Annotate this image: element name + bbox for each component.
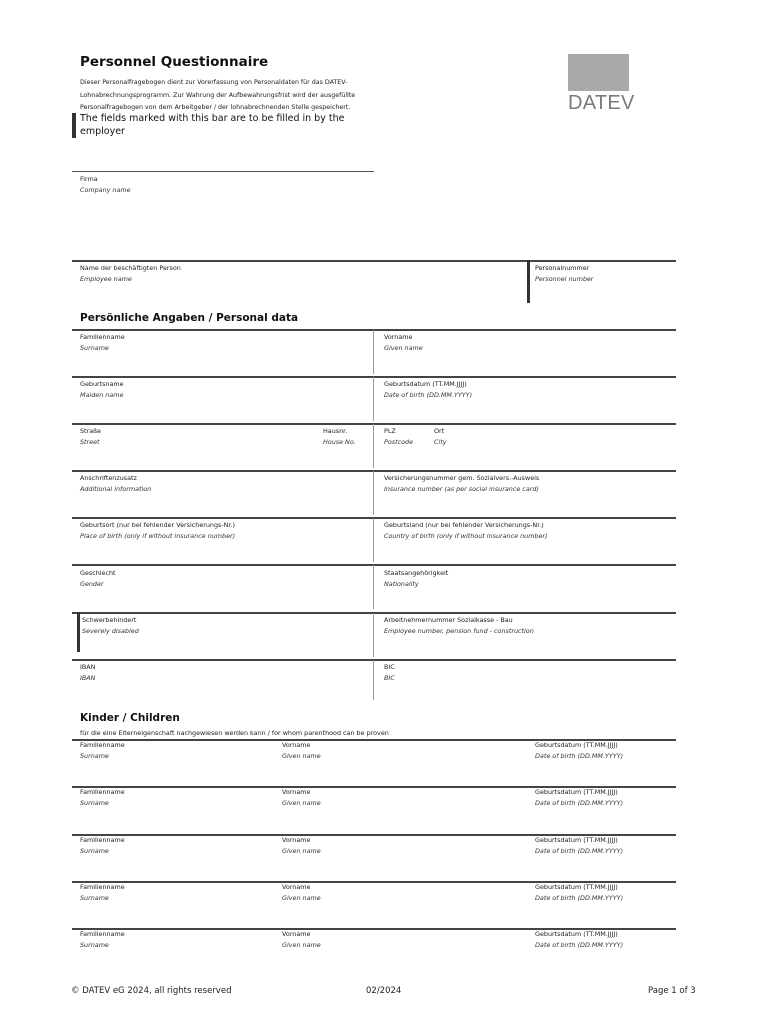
additional-info-label: Anschriftenzusatz <box>80 474 137 482</box>
child-dob-label: Geburtsdatum (TT.MM.JJJJ) <box>535 788 618 796</box>
child-dob-sublabel: Date of birth (DD.MM.YYYY) <box>535 847 624 855</box>
intro-text: Dieser Personalfragebogen dient zur Vorerfassung von Personaldaten für das DATEV-Lohnabrechnungsprogramm. Zur Wahrung der Aufbewahrungsfrist wird der ausgefüllte Personalfragebogen von dem Arbeitgeber / der lohnabrechnenden Stelle gespeichert. <box>80 79 356 111</box>
employee-name-field[interactable] <box>72 261 524 301</box>
dob-label: Geburtsdatum (TT.MM.JJJJ) <box>384 380 467 388</box>
child-surname-label: Familienname <box>80 741 125 749</box>
given-name-label: Vorname <box>384 333 413 341</box>
employer-note: The fields marked with this bar are to be filled in by the employer <box>80 113 345 137</box>
child-dob-label: Geburtsdatum (TT.MM.JJJJ) <box>535 883 618 891</box>
severely-disabled-label: Schwerbehindert <box>82 616 137 624</box>
children-heading: Kinder / Children <box>80 712 180 724</box>
maiden-name-field[interactable] <box>72 377 372 421</box>
surname-label: Familienname <box>80 333 125 341</box>
child-given-name-sublabel: Given name <box>282 894 321 902</box>
place-of-birth-field[interactable] <box>72 518 372 562</box>
nationality-sublabel: Nationality <box>384 580 419 588</box>
child-dob-field[interactable] <box>531 740 672 782</box>
firma-sublabel: Company name <box>80 186 131 194</box>
gender-field[interactable] <box>72 565 372 609</box>
child-surname-sublabel: Surname <box>80 941 109 949</box>
severely-disabled-sublabel: Severely disabled <box>82 627 139 635</box>
divider <box>373 518 374 562</box>
country-of-birth-field[interactable] <box>375 518 676 562</box>
child-surname-field[interactable] <box>76 740 276 782</box>
additional-info-field[interactable] <box>72 471 372 515</box>
employee-sublabel: Employee name <box>80 275 132 283</box>
country-of-birth-label: Geburtsland (nur bei fehlender Versicherungs-Nr.) <box>384 521 544 529</box>
footer-copyright: © DATEV eG 2024, all rights reserved <box>71 986 232 996</box>
nationality-label: Staatsangehörigkeit <box>384 569 449 577</box>
pension-fund-sublabel: Employee number, pension fund - construction <box>384 627 534 635</box>
maiden-name-label: Geburtsname <box>80 380 124 388</box>
street-field[interactable] <box>72 424 312 468</box>
logo-square <box>568 54 629 91</box>
child-dob-label: Geburtsdatum (TT.MM.JJJJ) <box>535 930 618 938</box>
child-given-name-field[interactable] <box>278 882 528 924</box>
gender-sublabel: Gender <box>80 580 104 588</box>
place-of-birth-label: Geburtsort (nur bei fehlender Versicherungs-Nr.) <box>80 521 236 529</box>
child-dob-field[interactable] <box>531 787 672 829</box>
child-given-name-field[interactable] <box>278 740 528 782</box>
personnel-number-field[interactable] <box>531 261 676 301</box>
insurance-sublabel: Insurance number (as per social insurance card) <box>384 485 539 493</box>
child-given-name-sublabel: Given name <box>282 847 321 855</box>
dob-field[interactable] <box>375 377 676 421</box>
surname-sublabel: Surname <box>80 344 109 352</box>
child-given-name-label: Vorname <box>282 836 311 844</box>
given-name-field[interactable] <box>375 330 676 374</box>
logo-text: DATEV <box>568 92 635 114</box>
company-name-field[interactable] <box>72 168 374 218</box>
child-dob-sublabel: Date of birth (DD.MM.YYYY) <box>535 941 624 949</box>
bic-sublabel: BIC <box>384 674 395 682</box>
personnel-sublabel: Personnel number <box>535 275 594 283</box>
personnel-label: Personalnummer <box>535 264 590 272</box>
child-surname-label: Familienname <box>80 930 125 938</box>
nationality-field[interactable] <box>375 565 676 609</box>
footer-page: Page 1 of 3 <box>648 986 696 996</box>
child-dob-sublabel: Date of birth (DD.MM.YYYY) <box>535 894 624 902</box>
place-of-birth-sublabel: Place of birth (only if without insurance number) <box>80 532 236 540</box>
child-surname-label: Familienname <box>80 836 125 844</box>
city-sublabel: City <box>434 438 447 446</box>
severely-disabled-field[interactable] <box>80 613 372 657</box>
street-sublabel: Street <box>80 438 100 446</box>
iban-label: IBAN <box>80 663 96 671</box>
divider <box>373 565 374 609</box>
child-given-name-field[interactable] <box>278 835 528 877</box>
child-given-name-sublabel: Given name <box>282 752 321 760</box>
child-surname-field[interactable] <box>76 835 276 877</box>
divider <box>373 613 374 657</box>
dob-sublabel: Date of birth (DD.MM.YYYY) <box>384 391 473 399</box>
child-dob-label: Geburtsdatum (TT.MM.JJJJ) <box>535 741 618 749</box>
child-surname-sublabel: Surname <box>80 752 109 760</box>
child-surname-label: Familienname <box>80 883 125 891</box>
employee-label: Name der beschäftigten Person <box>80 264 181 272</box>
given-name-sublabel: Given name <box>384 344 423 352</box>
divider <box>373 330 374 374</box>
footer-date: 02/2024 <box>366 986 402 996</box>
pension-fund-label: Arbeitnehmernummer Sozialkasse - Bau <box>384 616 513 624</box>
iban-field[interactable] <box>72 660 372 700</box>
child-surname-sublabel: Surname <box>80 894 109 902</box>
employer-bar-marker <box>72 113 76 138</box>
datev-logo <box>568 54 635 115</box>
employer-bar <box>527 260 530 303</box>
insurance-number-field[interactable] <box>375 471 676 515</box>
child-dob-sublabel: Date of birth (DD.MM.YYYY) <box>535 752 624 760</box>
postcode-sublabel: Postcode <box>384 438 414 446</box>
children-note: für die eine Elterneigenschaft nachgewiesen werden kann / for whom parenthood can be proven <box>80 729 389 737</box>
child-dob-field[interactable] <box>531 929 672 971</box>
divider <box>373 424 374 468</box>
country-of-birth-sublabel: Country of birth (only if without insurance number) <box>384 532 548 540</box>
child-surname-sublabel: Surname <box>80 799 109 807</box>
divider <box>373 471 374 515</box>
house-no-field[interactable] <box>316 424 372 468</box>
child-given-name-field[interactable] <box>278 929 528 971</box>
child-surname-sublabel: Surname <box>80 847 109 855</box>
child-given-name-label: Vorname <box>282 930 311 938</box>
child-surname-field[interactable] <box>76 787 276 829</box>
child-given-name-field[interactable] <box>278 787 528 829</box>
bic-field[interactable] <box>375 660 676 700</box>
divider <box>373 660 374 700</box>
child-surname-label: Familienname <box>80 788 125 796</box>
surname-field[interactable] <box>72 330 372 374</box>
child-given-name-label: Vorname <box>282 788 311 796</box>
maiden-name-sublabel: Maiden name <box>80 391 124 399</box>
child-dob-label: Geburtsdatum (TT.MM.JJJJ) <box>535 836 618 844</box>
gender-label: Geschlecht <box>80 569 116 577</box>
insurance-label: Versicherungsnummer gem. Sozialvers.-Ausweis <box>384 474 540 482</box>
pension-fund-field[interactable] <box>375 613 676 657</box>
additional-info-sublabel: Additional information <box>80 485 152 493</box>
child-given-name-sublabel: Given name <box>282 799 321 807</box>
divider <box>373 377 374 421</box>
child-dob-field[interactable] <box>531 835 672 877</box>
child-dob-field[interactable] <box>531 882 672 924</box>
bic-label: BIC <box>384 663 395 671</box>
child-given-name-sublabel: Given name <box>282 941 321 949</box>
personal-data-heading: Persönliche Angaben / Personal data <box>80 312 299 324</box>
child-dob-sublabel: Date of birth (DD.MM.YYYY) <box>535 799 624 807</box>
child-surname-field[interactable] <box>76 929 276 971</box>
page-title: Personnel Questionnaire <box>80 54 269 70</box>
iban-sublabel: IBAN <box>80 674 96 682</box>
city-label: Ort <box>434 427 445 435</box>
house-no-label: Hausnr. <box>323 427 348 435</box>
street-label: Straße <box>80 427 102 435</box>
house-no-sublabel: House No. <box>323 438 356 446</box>
child-surname-field[interactable] <box>76 882 276 924</box>
child-given-name-label: Vorname <box>282 741 311 749</box>
city-field[interactable] <box>430 424 676 468</box>
postcode-label: PLZ <box>384 427 396 435</box>
child-given-name-label: Vorname <box>282 883 311 891</box>
firma-label: Firma <box>80 175 98 183</box>
postcode-field[interactable] <box>375 424 427 468</box>
